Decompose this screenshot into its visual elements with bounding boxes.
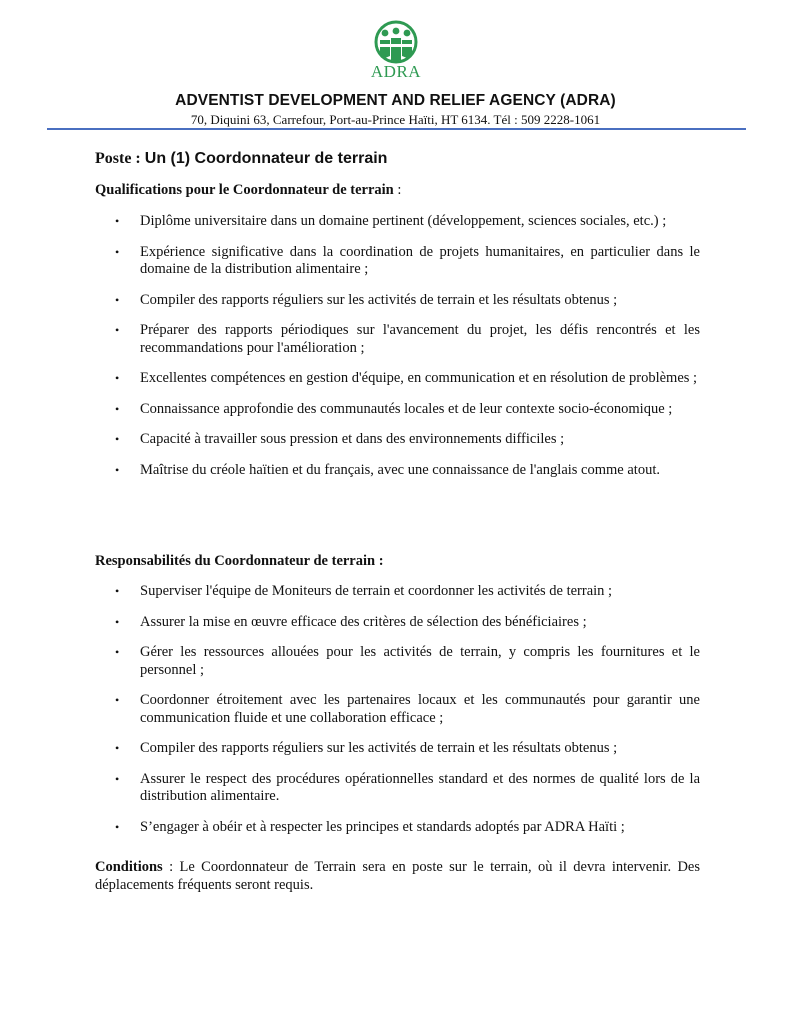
header-divider <box>47 128 746 130</box>
qualifications-heading <box>95 182 401 199</box>
qualifications-heading-suffix: : <box>393 182 402 198</box>
list-item-text: Maîtrise du créole haïtien et du français, avec une connaissance de l'anglais comme atout. <box>140 461 660 478</box>
bullet-icon: • <box>115 645 120 659</box>
list-item <box>113 431 700 449</box>
list-item <box>113 819 700 837</box>
list-item-text: Superviser l'équipe de Moniteurs de terrain et coordonner les activités de terrain ; <box>140 583 613 599</box>
bullet-icon: • <box>115 462 120 477</box>
list-item-text: S’engager à obéir et à respecter les principes et standards adoptés par ADRA Haïti ; <box>140 818 625 835</box>
post-title <box>95 150 387 168</box>
list-item-text: Compiler des rapports réguliers sur les activités de terrain et les résultats obtenus ; <box>140 740 618 756</box>
logo-text: ADRA <box>370 62 422 81</box>
qualifications-list <box>113 213 700 492</box>
bullet-icon: • <box>115 432 120 446</box>
list-item-text: Compiler des rapports réguliers sur les activités de terrain et les résultats obtenus ; <box>140 291 618 308</box>
responsibilities-list <box>113 583 700 849</box>
list-item <box>113 401 700 419</box>
list-item <box>113 692 700 727</box>
list-item-text: Capacité à travailler sous pression et dans des environnements difficiles ; <box>140 431 565 447</box>
organization-name: ADVENTIST DEVELOPMENT AND RELIEF AGENCY (ADRA) <box>175 92 616 109</box>
bullet-icon: • <box>115 401 120 416</box>
list-item <box>113 771 700 806</box>
bullet-icon: • <box>115 323 120 337</box>
bullet-icon: • <box>115 244 120 259</box>
list-item-text: Gérer les ressources allouées pour les activités de terrain, y compris les fournitures et le personnel ; <box>140 644 700 678</box>
responsibilities-heading-text: Responsabilités du Coordonnateur de terrain : <box>95 553 384 569</box>
list-item-text: Connaissance approfondie des communautés locales et de leur contexte socio-économique ; <box>140 400 673 417</box>
list-item <box>113 370 700 388</box>
bullet-icon: • <box>115 584 120 598</box>
bullet-icon: • <box>115 693 120 707</box>
list-item <box>113 322 700 357</box>
list-item <box>113 644 700 679</box>
responsibilities-heading <box>95 553 384 570</box>
bullet-icon: • <box>115 819 120 834</box>
list-item-text: Assurer le respect des procédures opérationnelles standard et des normes de qualité lors de la distribution alimentaire. <box>140 770 700 804</box>
list-item <box>113 614 700 632</box>
qualifications-heading-text: Qualifications pour le Coordonnateur de terrain <box>95 182 394 198</box>
list-item <box>113 292 700 310</box>
conditions-label: Conditions <box>95 859 163 875</box>
adra-logo <box>366 20 426 84</box>
conditions-paragraph <box>95 858 700 894</box>
post-label: Poste : <box>95 150 145 167</box>
list-item <box>113 213 700 231</box>
list-item-text: Diplôme universitaire dans un domaine pertinent (développement, sciences sociales, etc.) ; <box>140 213 667 229</box>
adra-emblem-icon <box>370 20 422 64</box>
list-item-text: Assurer la mise en œuvre efficace des critères de sélection des bénéficiaires ; <box>140 613 587 630</box>
list-item <box>113 583 700 601</box>
list-item-text: Expérience significative dans la coordination de projets humanitaires, en particulier dans le domaine de la distribution alimentaire ; <box>140 243 700 277</box>
list-item-text: Excellentes compétences en gestion d'équipe, en communication et en résolution de problèmes ; <box>140 370 698 386</box>
bullet-icon: • <box>115 614 120 629</box>
list-item <box>113 462 700 480</box>
list-item <box>113 244 700 279</box>
list-item <box>113 740 700 758</box>
bullet-icon: • <box>115 741 120 755</box>
conditions-text: : Le Coordonnateur de Terrain sera en poste sur le terrain, où il devra intervenir. Des déplacements fréquents seront requis. <box>95 859 700 893</box>
bullet-icon: • <box>115 214 120 228</box>
list-item-text: Préparer des rapports périodiques sur l'avancement du projet, les défis rencontrés et les recommandations pour l'amélioration ; <box>140 322 700 356</box>
post-name: Un (1) Coordonnateur de terrain <box>144 150 388 167</box>
bullet-icon: • <box>115 771 120 786</box>
list-item-text: Coordonner étroitement avec les partenaires locaux et les communautés pour garantir une communication fluide et une collaboration efficace ; <box>140 692 700 726</box>
bullet-icon: • <box>115 292 120 307</box>
organization-address: 70, Diquini 63, Carrefour, Port-au-Prince Haïti, HT 6134. Tél : 509 2228-1061 <box>190 112 601 127</box>
bullet-icon: • <box>115 371 120 385</box>
